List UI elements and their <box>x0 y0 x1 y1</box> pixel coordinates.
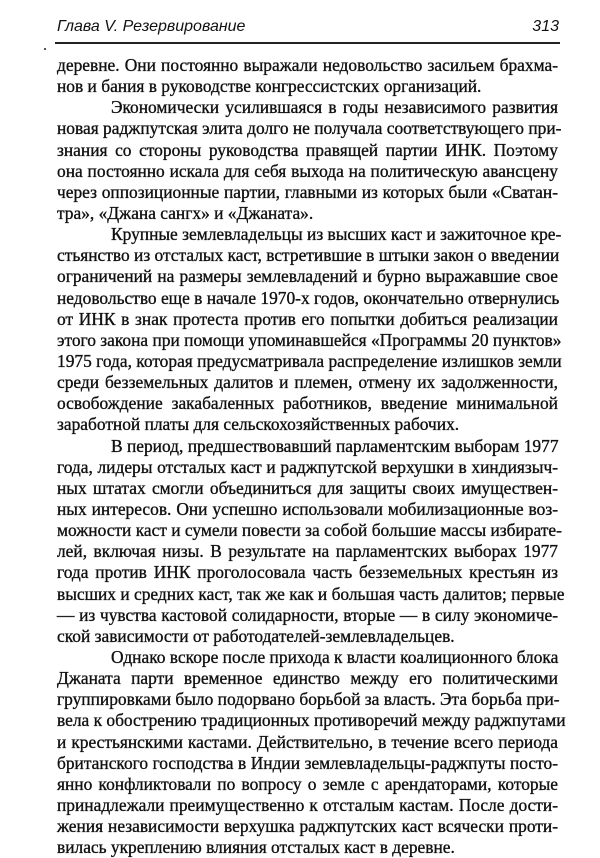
text-line: стьянство из отсталых каст, встретившие в штыки закон о введении <box>57 245 560 266</box>
text-line: среди безземельных далитов и племен, отмену их задолженности, <box>57 372 558 393</box>
text-line: высших и средних каст, так же как и большая часть далитов; первые <box>57 583 565 604</box>
page-number: 313 <box>532 18 559 35</box>
text-line: деревне. Они постоянно выражали недовольство засильем брахма- <box>57 55 558 75</box>
paragraph <box>57 97 562 224</box>
text-line: лей, включая низы. В результате на парламентских выборах 1977 <box>57 541 558 562</box>
scan-speck <box>44 48 46 50</box>
paragraph <box>57 55 558 97</box>
text-line: янно конфликтовали по вопросу о земле с арендаторами, которые <box>57 773 558 794</box>
text-line: освобождение закабаленных работников, введение минимальной <box>57 393 558 414</box>
text-line: ных интересов. Они успешно использовали мобилизационные воз- <box>57 498 558 519</box>
text-line: заработной платы для сельскохозяйственных рабочих. <box>57 414 460 435</box>
text-line: Крупные землевладельцы из высших каст и зажиточное кре- <box>111 224 562 245</box>
text-line: года, лидеры отсталых каст и раджпутской верхушки в хиндиязыч- <box>57 456 558 477</box>
text-line: вилась укреплению влияния отсталых каст в деревне. <box>57 837 455 858</box>
text-line: года против ИНК проголосовала часть безземельных крестьян из <box>57 562 558 583</box>
text-line: недовольство еще в начале 1970-х годов, окончательно отвернулись <box>57 287 560 308</box>
text-line: от ИНК в знак протеста против его попытки добиться реализации <box>57 308 558 329</box>
text-line: ограничений на размеры землевладений и бурно выражавшие свое <box>57 266 558 287</box>
text-line: группировками было подорвано борьбой за власть. Эта борьба при- <box>57 689 560 710</box>
text-line: принадлежали преимущественно к отсталым кастам. После дости- <box>57 794 558 815</box>
text-line: через оппозиционные партии, главными из которых были «Сватан- <box>57 181 558 202</box>
paragraph <box>57 224 562 435</box>
text-line: можности каст и сумели повести за собой большие массы избирате- <box>57 520 562 541</box>
text-line: новая раджпутская элита долго не получала соответствующего при- <box>57 118 562 139</box>
text-line: Однако вскоре после прихода к власти коалиционного блока <box>111 646 559 667</box>
text-line: вела к обострению традиционных противоречий между раджпутами <box>57 710 566 731</box>
header-rule <box>55 42 560 44</box>
paragraph <box>57 435 565 647</box>
chapter-title: Глава V. Резервирование <box>57 18 246 35</box>
text-line: 1975 года, которая предусматривала распределение излишков земли <box>57 350 562 371</box>
text-line: британского господства в Индии землевладельцы-раджпуты посто- <box>57 752 558 773</box>
text-line: этого закона при помощи упоминавшейся «Программы 20 пунктов» <box>57 329 562 350</box>
text-line: жения независимости верхушка раджпутских каст всячески проти- <box>57 816 558 837</box>
text-line: ской зависимости от работодателей-землевладельцев. <box>57 625 455 646</box>
text-line: Джаната парти временное единство между его политическими <box>57 668 558 689</box>
text-line: В период, предшествовавший парламентским выборам 1977 <box>111 435 559 456</box>
text-line: и крестьянскими кастами. Действительно, в течение всего периода <box>57 731 558 752</box>
text-line: нов и бания в руководстве конгрессистских организаций. <box>57 76 482 97</box>
text-line: ных штатах смогли объединиться для защиты своих имуществен- <box>57 477 558 498</box>
text-line: она постоянно искала для себя выхода на политическую авансцену <box>57 160 558 181</box>
text-line: — из чувства кастовой солидарности, вторые — в силу экономиче- <box>57 604 558 625</box>
text-line: знания со стороны руководства правящей партии ИНК. Поэтому <box>57 139 558 160</box>
text-line: Экономически усилившаяся в годы независимого развития <box>111 97 558 118</box>
paragraph <box>57 646 566 858</box>
body-text <box>57 55 566 858</box>
running-header <box>57 16 559 38</box>
text-line: тра», «Джана сангх» и «Джаната». <box>57 202 314 223</box>
